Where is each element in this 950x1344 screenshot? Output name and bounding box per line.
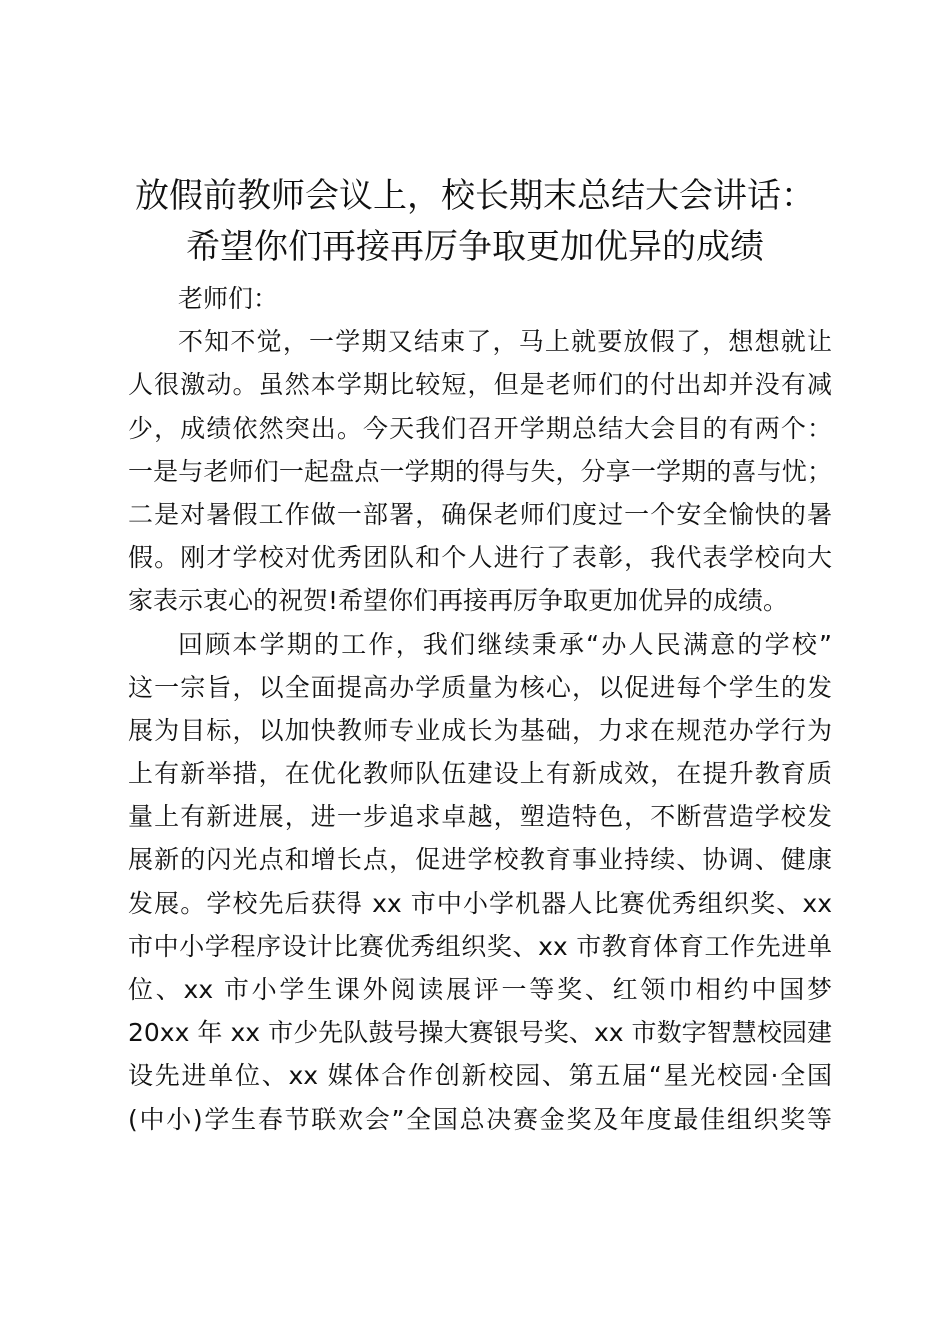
paragraph-line: 量上有新进展，进一步追求卓越，塑造特色，不断营造学校发 (128, 802, 832, 832)
paragraph-line: 人很激动。虽然本学期比较短，但是老师们的付出却并没有减 (128, 370, 832, 400)
salutation: 老师们： (178, 284, 279, 313)
paragraph-line: 回顾本学期的工作，我们继续秉承“办人民满意的学校” (178, 629, 832, 659)
document-title-line-1: 放假前教师会议上，校长期末总结大会讲话： (135, 176, 815, 216)
paragraph-line: 家表示衷心的祝贺!希望你们再接再厉争取更加优异的成绩。 (128, 586, 789, 616)
paragraph-line: 市中小学程序设计比赛优秀组织奖、xx 市教育体育工作先进单 (128, 931, 832, 961)
paragraph-1 (128, 320, 832, 622)
paragraph-line: 一是与老师们一起盘点一学期的得与失，分享一学期的喜与忧； (128, 456, 832, 486)
paragraph-line: 不知不觉，一学期又结束了，马上就要放假了，想想就让 (178, 327, 832, 357)
document-title-line-2: 希望你们再接再厉争取更加优异的成绩 (186, 227, 764, 267)
paragraph-line: 少，成绩依然突出。今天我们召开学期总结大会目的有两个： (128, 413, 832, 443)
paragraph-line: 上有新举措，在优化教师队伍建设上有新成效，在提升教育质 (128, 759, 832, 789)
paragraph-line: 发展。学校先后获得 xx 市中小学机器人比赛优秀组织奖、xx (128, 888, 832, 918)
paragraph-line: 二是对暑假工作做一部署，确保老师们度过一个安全愉快的暑 (128, 499, 832, 529)
paragraph-2 (128, 623, 832, 1141)
paragraph-line: 位、xx 市小学生课外阅读展评一等奖、红领巾相约中国梦 (128, 975, 832, 1004)
paragraph-line: 设先进单位、xx 媒体合作创新校园、第五届“星光校园·全国 (128, 1061, 832, 1091)
paragraph-line: 20xx 年 xx 市少先队鼓号操大赛银号奖、xx 市数字智慧校园建 (128, 1018, 832, 1048)
document-body (128, 277, 832, 1141)
paragraph-line: 展新的闪光点和增长点，促进学校教育事业持续、协调、健康 (128, 845, 832, 875)
paragraph-line: 假。刚才学校对优秀团队和个人进行了表彰，我代表学校向大 (128, 543, 832, 573)
paragraph-line: (中小)学生春节联欢会”全国总决赛金奖及年度最佳组织奖等 (128, 1104, 832, 1134)
paragraph-line: 展为目标，以加快教师专业成长为基础，力求在规范办学行为 (128, 715, 832, 745)
paragraph-line: 这一宗旨，以全面提高办学质量为核心，以促进每个学生的发 (128, 672, 832, 702)
